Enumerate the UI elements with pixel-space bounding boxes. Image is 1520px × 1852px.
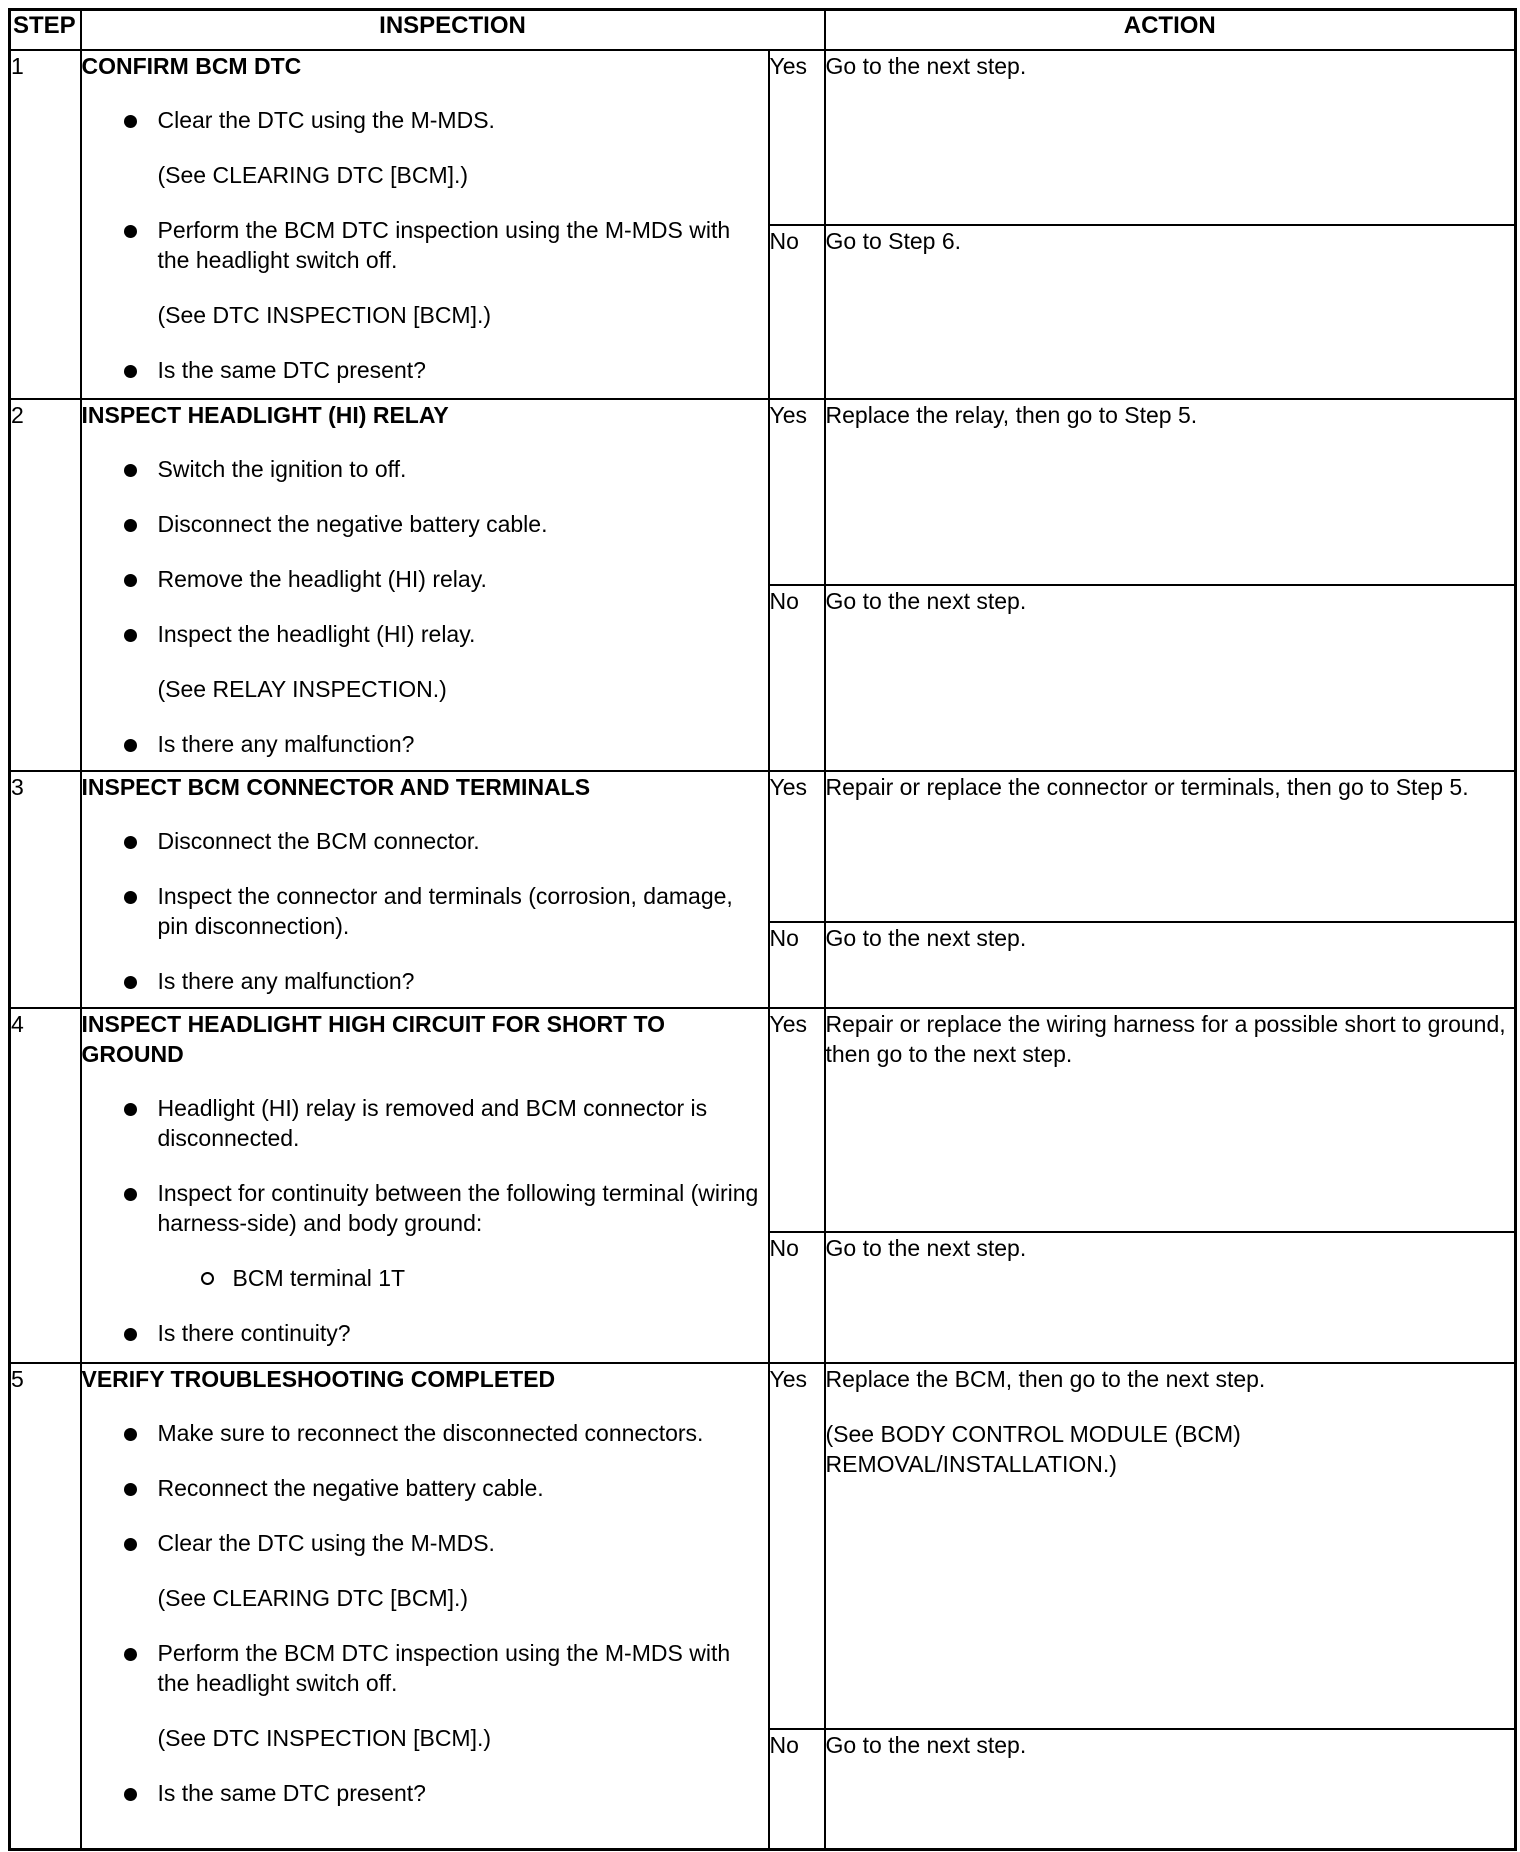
troubleshooting-table (8, 8, 1517, 1851)
bullet-item: Inspect for continuity between the following terminal (wiring harness-side) and body ground: (82, 1178, 768, 1238)
no-action: Go to the next step. (825, 922, 1516, 1008)
bullet-item: Disconnect the negative battery cable. (82, 509, 768, 539)
yes-action: Replace the BCM, then go to the next step. (825, 1366, 1266, 1392)
yes-action: Go to the next step. (825, 50, 1516, 225)
bullet-item: Make sure to reconnect the disconnected connectors. (82, 1418, 768, 1448)
inspection-title: INSPECT BCM CONNECTOR AND TERMINALS (81, 774, 591, 800)
bullet-item: Is the same DTC present? (82, 1778, 768, 1808)
step-column-header: STEP (10, 10, 81, 51)
inspection-cell (81, 771, 769, 1008)
yes-label: Yes (769, 399, 825, 585)
reference-note: (See CLEARING DTC [BCM].) (157, 162, 469, 188)
bullet-item: Clear the DTC using the M-MDS. (82, 1528, 768, 1558)
no-action: Go to the next step. (825, 1729, 1516, 1849)
reference-note: (See DTC INSPECTION [BCM].) (157, 1725, 492, 1751)
yes-label: Yes (769, 1008, 825, 1232)
no-label: No (769, 585, 825, 771)
step-number: 2 (10, 399, 81, 771)
no-action: Go to the next step. (825, 585, 1516, 771)
yes-label: Yes (769, 1363, 825, 1729)
bullet-item: Is there any malfunction? (82, 966, 768, 996)
no-label: No (769, 1232, 825, 1363)
step-number: 4 (10, 1008, 81, 1363)
inspection-cell (81, 399, 769, 771)
bullet-item: Clear the DTC using the M-MDS. (82, 105, 768, 135)
bullet-item: Perform the BCM DTC inspection using the M-MDS with the headlight switch off. (82, 1638, 768, 1698)
bullet-item: Switch the ignition to off. (82, 454, 768, 484)
bullet-item: Disconnect the BCM connector. (82, 826, 768, 856)
bullet-item: Is there any malfunction? (82, 729, 768, 759)
inspection-title: CONFIRM BCM DTC (81, 53, 302, 79)
no-label: No (769, 1729, 825, 1849)
table-row (10, 50, 1516, 225)
step-number: 1 (10, 50, 81, 399)
table-header-row (10, 10, 1516, 51)
bullet-item: Inspect the headlight (HI) relay. (82, 619, 768, 649)
reference-note: (See RELAY INSPECTION.) (157, 676, 447, 702)
inspection-cell (81, 1363, 769, 1849)
bullet-item: Inspect the connector and terminals (corrosion, damage, pin disconnection). (82, 881, 768, 941)
bullet-item: Is the same DTC present? (82, 355, 768, 385)
table-row (10, 771, 1516, 922)
inspection-cell (81, 1008, 769, 1363)
yes-action: Replace the relay, then go to Step 5. (825, 399, 1516, 585)
table-row (10, 399, 1516, 585)
yes-label: Yes (769, 50, 825, 225)
reference-note: (See DTC INSPECTION [BCM].) (157, 302, 492, 328)
no-action: Go to Step 6. (825, 225, 1516, 399)
inspection-title: INSPECT HEADLIGHT (HI) RELAY (81, 402, 449, 428)
yes-action: Repair or replace the connector or terminals, then go to Step 5. (825, 771, 1516, 922)
no-action: Go to the next step. (825, 1232, 1516, 1363)
yes-action-reference: (See BODY CONTROL MODULE (BCM) REMOVAL/INSTALLATION.) (825, 1421, 1241, 1477)
bullet-item: Remove the headlight (HI) relay. (82, 564, 768, 594)
bullet-item: Reconnect the negative battery cable. (82, 1473, 768, 1503)
yes-action: Repair or replace the wiring harness for a possible short to ground, then go to the next step. (825, 1008, 1516, 1232)
table-row (10, 1363, 1516, 1729)
step-number: 3 (10, 771, 81, 1008)
inspection-column-header: INSPECTION (81, 10, 825, 51)
yes-label: Yes (769, 771, 825, 922)
no-label: No (769, 922, 825, 1008)
bullet-item: Perform the BCM DTC inspection using the M-MDS with the headlight switch off. (82, 215, 768, 275)
inspection-title: INSPECT HEADLIGHT HIGH CIRCUIT FOR SHORT TO GROUND (81, 1011, 666, 1067)
table-row (10, 1008, 1516, 1232)
bullet-item: Headlight (HI) relay is removed and BCM connector is disconnected. (82, 1093, 768, 1153)
step-number: 5 (10, 1363, 81, 1849)
bullet-item: Is there continuity? (82, 1318, 768, 1348)
yes-action-cell (825, 1363, 1516, 1729)
reference-note: (See CLEARING DTC [BCM].) (157, 1585, 469, 1611)
inspection-cell (81, 50, 769, 399)
action-column-header: ACTION (825, 10, 1516, 51)
inspection-title: VERIFY TROUBLESHOOTING COMPLETED (81, 1366, 556, 1392)
sub-bullet-item: BCM terminal 1T (82, 1263, 768, 1293)
no-label: No (769, 225, 825, 399)
